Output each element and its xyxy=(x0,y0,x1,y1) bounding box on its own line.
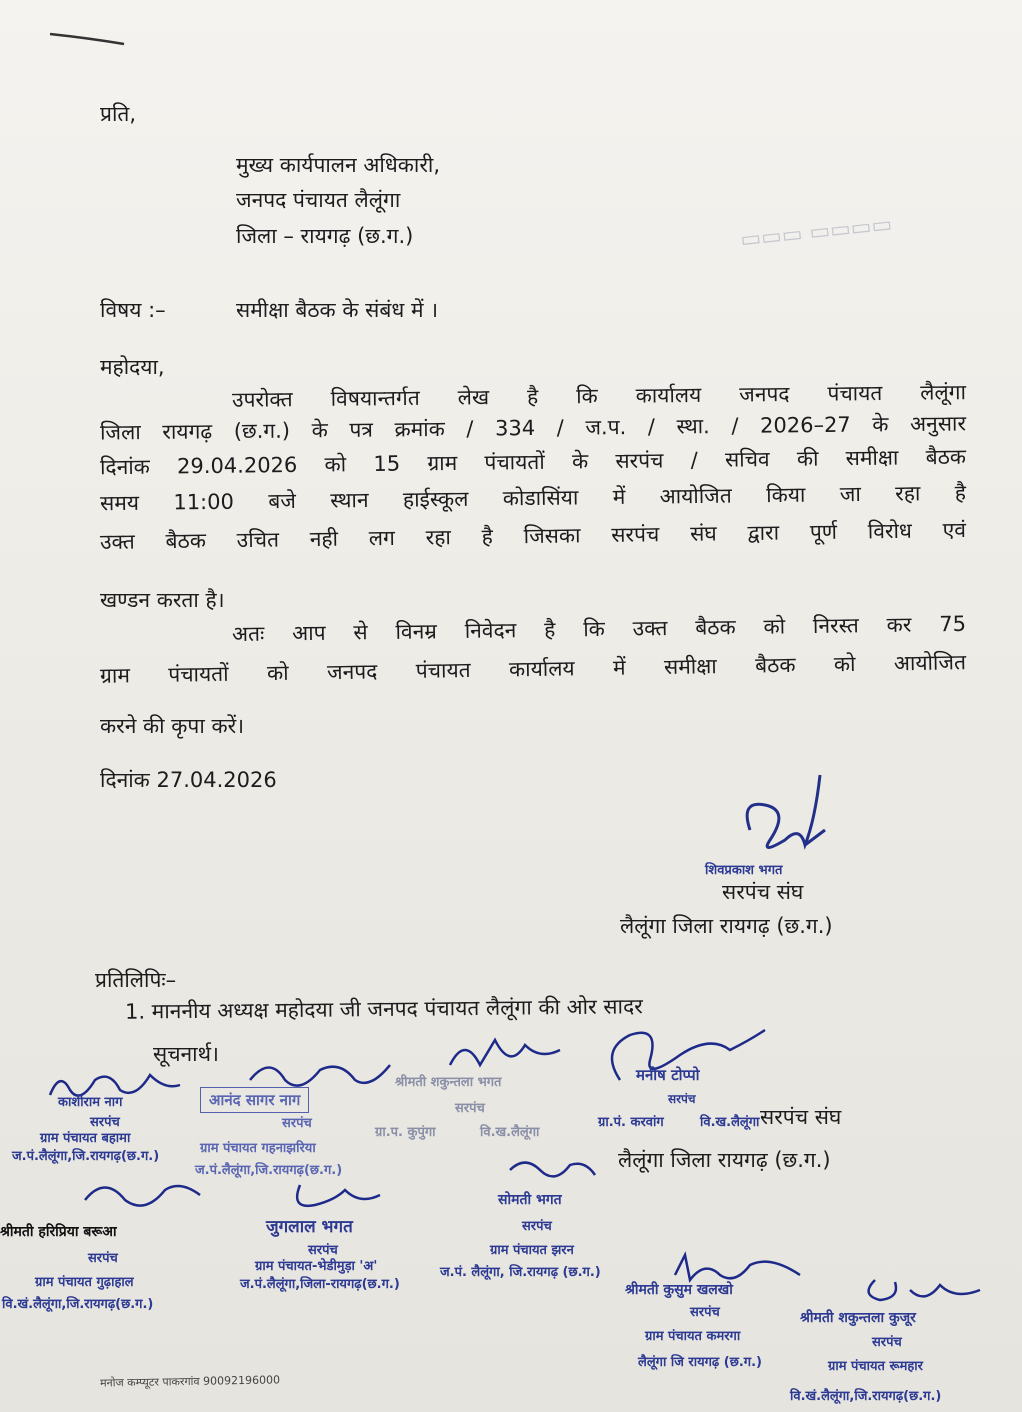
sangh-line-2: लैलूंगा जिला रायगढ़ (छ.ग.) xyxy=(618,1148,831,1172)
stamp-4-gp: ग्रा.पं. करवांग xyxy=(598,1115,664,1130)
footer-printer-credit: मनोज कम्प्यूटर पाकरगांव 90092196000 xyxy=(99,1373,281,1390)
stamp-3-name: श्रीमती शकुन्तला भगत xyxy=(395,1075,502,1090)
para2-line-3: करने की कृपा करें। xyxy=(100,714,245,738)
sender-line-1: सरपंच संघ xyxy=(722,880,804,904)
stamp-6-role: सरपंच xyxy=(308,1243,338,1258)
stamp-8-name: श्रीमती कुसुम खलखो xyxy=(625,1282,733,1298)
stamp-5-gp: ग्राम पंचायत गुढ़ाहाल xyxy=(35,1275,134,1290)
stamp-5-role: सरपंच xyxy=(88,1251,118,1266)
stamp-1-addr: ज.पं.लैलूंगा,जि.रायगढ़(छ.ग.) xyxy=(12,1149,160,1164)
para1-line-3: दिनांक 29.04.2026 को 15 ग्राम पंचायतों के सरपंच / सचिव की समीक्षा बैठक xyxy=(99,444,967,480)
para1-line-2: जिला रायगढ़ (छ.ग.) के पत्र क्रमांक / 334 / ज.प. / स्था. / 2026–27 के अनुसार xyxy=(99,411,967,445)
subject-text: समीक्षा बैठक के संबंध में । xyxy=(236,298,439,322)
stamp-3-role: सरपंच xyxy=(455,1101,485,1116)
bleed-through-mark: ▭▭▭ ▭▭▭▭ xyxy=(739,212,894,253)
signature-5 xyxy=(75,1170,205,1220)
stamp-2-role: सरपंच xyxy=(282,1116,312,1131)
stamp-2-name: आनंद सागर नाग xyxy=(200,1087,309,1113)
stamp-8-role: सरपंच xyxy=(690,1305,720,1320)
stamp-1-gp: ग्राम पंचायत बहामा xyxy=(40,1131,131,1146)
stamp-2-addr: ज.पं.लैलूंगा,जि.रायगढ़(छ.ग.) xyxy=(195,1163,343,1178)
stamp-7-gp: ग्राम पंचायत झरन xyxy=(490,1243,574,1258)
stamp-6-name: जुगलाल भगत xyxy=(266,1217,353,1237)
recipient-line-2: जनपद पंचायत लैलूंगा xyxy=(236,188,401,212)
sangh-line-1: सरपंच संघ xyxy=(760,1105,842,1129)
stamp-9-role: सरपंच xyxy=(872,1335,902,1350)
stamp-9-gp: ग्राम पंचायत रूमहार xyxy=(828,1359,923,1374)
stamp-5-name: श्रीमती हरिप्रिया बरूआ xyxy=(0,1224,117,1240)
stamp-4-role: सरपंच xyxy=(668,1092,696,1106)
para2-line-2: ग्राम पंचायतों को जनपद पंचायत कार्यालय में समीक्षा बैठक को आयोजित xyxy=(99,650,967,688)
sender-stamp-name: शिवप्रकाश भगत xyxy=(705,863,783,878)
stamp-7-addr: ज.पं. लैलूंगा, जि.रायगढ़ (छ.ग.) xyxy=(440,1265,601,1280)
stamp-5-addr: वि.खं.लैलूंगा,जि.रायगढ़(छ.ग.) xyxy=(2,1297,154,1312)
stamp-2-gp: ग्राम पंचायत गहनाझरिया xyxy=(200,1141,316,1156)
stamp-6-addr: ज.पं.लैलूंगा,जिला-रायगढ़(छ.ग.) xyxy=(240,1277,400,1292)
stamp-6-gp: ग्राम पंचायत-भेडीमुड़ा 'अ' xyxy=(255,1259,378,1274)
stamp-3-addr: वि.ख.लैलूंगा xyxy=(480,1125,540,1140)
greeting: महोदया, xyxy=(100,355,165,379)
stamp-8-gp: ग्राम पंचायत कमरगा xyxy=(645,1329,741,1344)
stamp-8-addr: लैलूंगा जि रायगढ़ (छ.ग.) xyxy=(638,1355,762,1370)
signature-9 xyxy=(855,1270,985,1310)
para1-line-4: समय 11:00 बजे स्थान हाईस्कूल कोडासिंया में आयोजित किया जा रहा है xyxy=(99,480,967,516)
stamp-1-role: सरपंच xyxy=(90,1115,120,1130)
signature-6 xyxy=(285,1175,385,1215)
date-line: दिनांक 27.04.2026 xyxy=(100,768,277,792)
recipient-line-3: जिला – रायगढ़ (छ.ग.) xyxy=(236,224,414,248)
stamp-4-addr: वि.ख.लैलूंगा xyxy=(700,1115,760,1130)
stamp-7-role: सरपंच xyxy=(522,1219,552,1234)
stamp-7-name: सोमती भगत xyxy=(498,1192,562,1208)
para2-line-1: अतः आप से विनम्र निवेदन है कि उक्त बैठक को निरस्त कर 75 xyxy=(231,611,967,647)
stamp-9-addr: वि.खं.लैलूंगा,जि.रायगढ़(छ.ग.) xyxy=(790,1389,942,1404)
stamp-1-name: काशीराम नाग xyxy=(58,1095,123,1110)
stamp-9-name: श्रीमती शकुन्तला कुजूर xyxy=(800,1310,916,1326)
para1-line-6: खण्डन करता है। xyxy=(100,588,225,612)
sender-line-2: लैलूंगा जिला रायगढ़ (छ.ग.) xyxy=(620,914,833,938)
stamp-4-name: मनीष टोप्पो xyxy=(636,1066,700,1084)
para1-line-5: उक्त बैठक उचित नही लग रहा है जिसका सरपंच संघ द्वारा पूर्ण विरोध एवं xyxy=(99,517,967,555)
stamp-3-gp: ग्रा.प. कुपुंगा xyxy=(375,1125,436,1140)
copy-label: प्रतिलिपिः– xyxy=(95,968,177,992)
para1-line-1: उपरोक्त विषयान्तर्गत लेख है कि कार्यालय जनपद पंचायत लैलूंगा xyxy=(231,380,967,412)
pen-stroke-mark xyxy=(48,28,128,48)
copy-item-line-2: सूचनार्थ। xyxy=(153,1042,220,1066)
recipient-line-1: मुख्य कार्यपालन अधिकारी, xyxy=(236,153,441,177)
signature-7 xyxy=(500,1150,600,1190)
subject-label: विषय :– xyxy=(100,298,166,322)
copy-item-line-1: 1. माननीय अध्यक्ष महोदया जी जनपद पंचायत लैलूंगा की ओर सादर xyxy=(124,994,643,1024)
salutation-to: प्रति, xyxy=(100,102,137,126)
